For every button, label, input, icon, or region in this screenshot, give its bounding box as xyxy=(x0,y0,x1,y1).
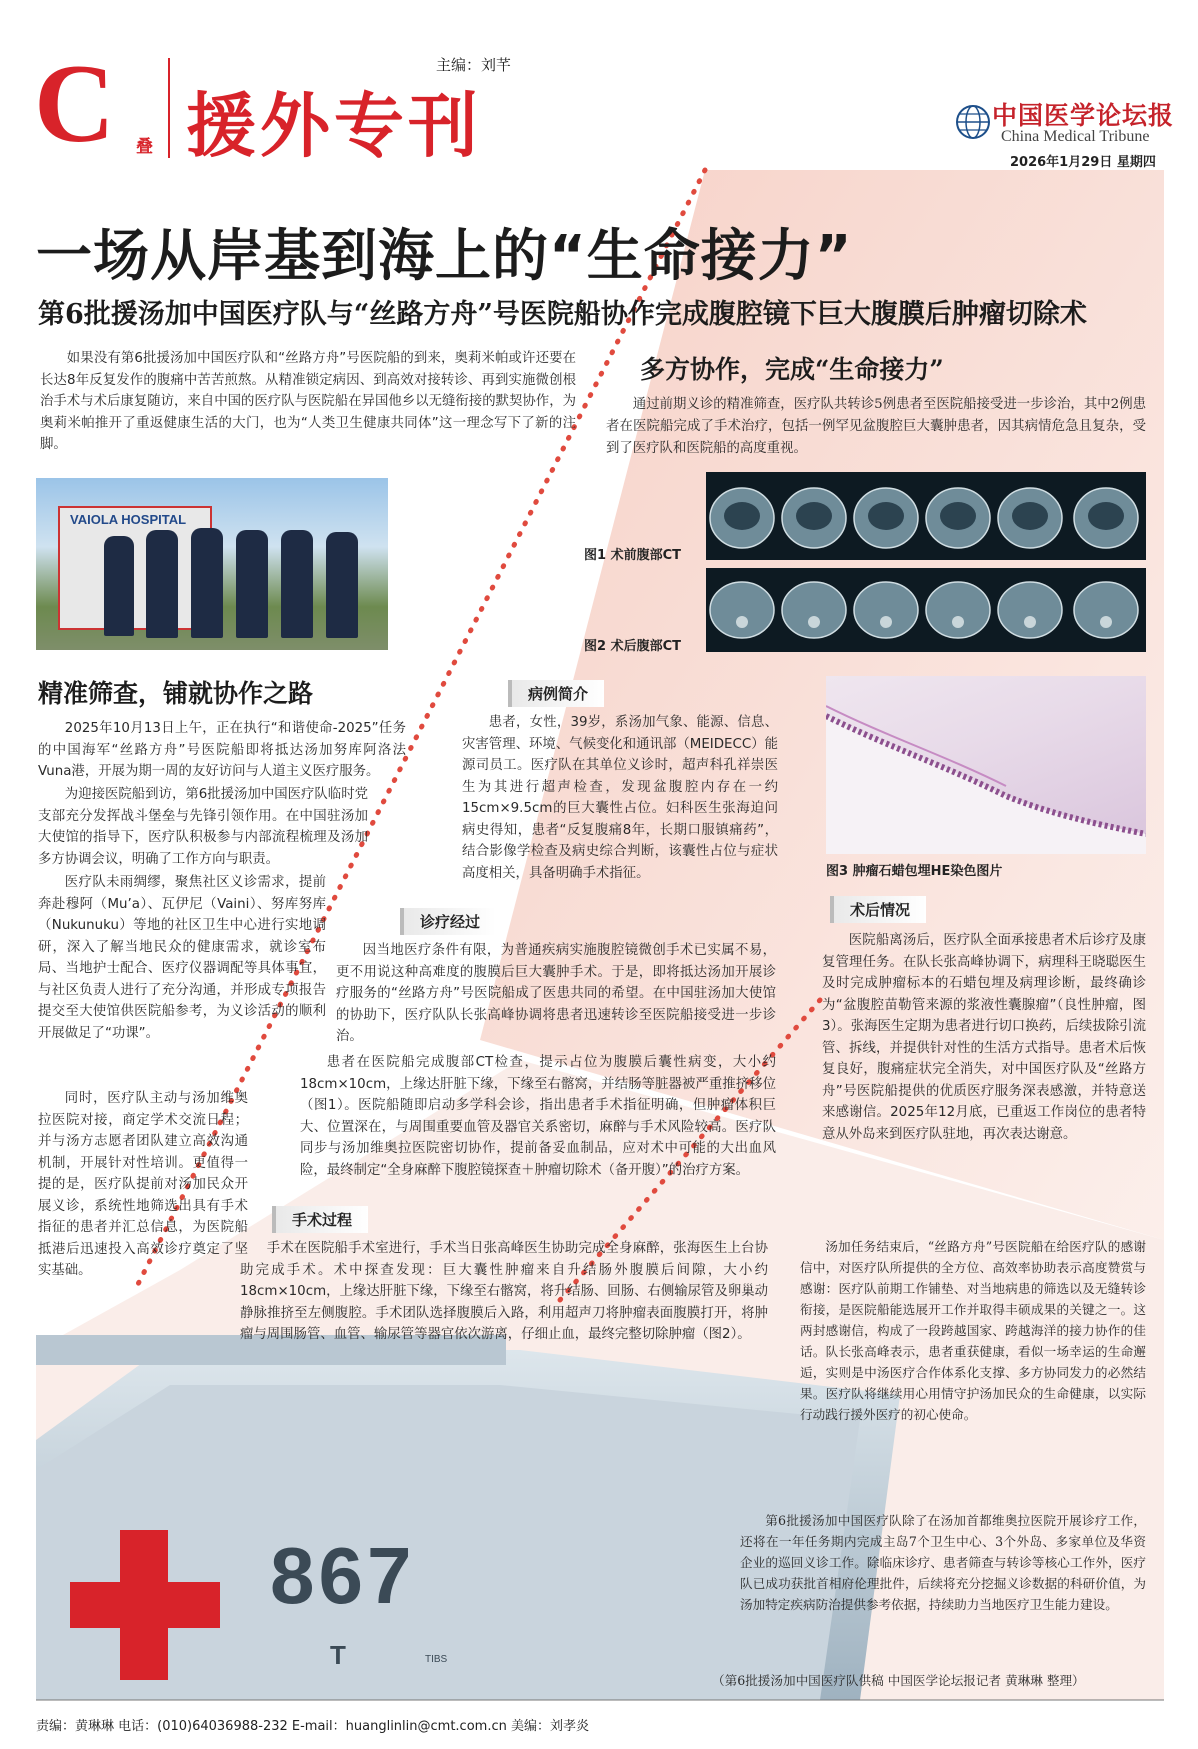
screening-paragraph-1: 2025年10月13日上午，正在执行“和谐使命-2025”任务的中国海军“丝路方舟”号医院船即将抵达汤加努库阿洛法Vuna港，开展为期一周的友好访问与人道主义医疗服务。 xyxy=(38,721,406,779)
ct-preop-image xyxy=(706,472,1146,560)
figure3-caption: 图3 肿瘤石蜡包埋HE染色图片 xyxy=(826,864,1003,879)
header-divider xyxy=(168,58,170,158)
closing-paragraph-1: 汤加任务结束后，“丝路方舟”号医院船在给医疗队的感谢信中，对医疗队所提供的全方位、高效率协助表示高度赞赏与感谢：医疗队前期工作铺垫、对当地病患的筛选以及无缝转诊衔接，是医院船能选展开工作并取得丰硕成果的关键之一。这两封感谢信，构成了一段跨越国家、跨越海洋的接力协作的佳话。队长张高峰表示，患者重获健康，看似一场幸运的生命邂逅，实则是中汤医疗合作体系化支撑、多方协同发力的必然结果。医疗队将继续用心用情守护汤加民众的生命健康，以实际行动践行援外医疗的初心使命。 xyxy=(800,1239,1146,1422)
issue-date: 2026年1月29日 星期四 xyxy=(1010,155,1156,170)
article-subtitle: 第6批援汤加中国医疗队与“丝路方舟”号医院船协作完成腹腔镜下巨大腹膜后肿瘤切除术 xyxy=(38,299,1087,330)
newspaper-name-en: China Medical Tribune xyxy=(1001,128,1150,145)
figure2-caption: 图2 术后腹部CT xyxy=(584,639,681,654)
person xyxy=(146,530,178,638)
person xyxy=(326,532,358,638)
postop-tag: 术后情况 xyxy=(830,896,926,923)
article-title: 一场从岸基到海上的“生命接力” xyxy=(36,224,853,289)
postop-paragraph: 医院船离汤后，医疗队全面承接患者术后诊疗及康复管理任务。在队长张高峰协调下，病理科王晓聪医生及时完成肿瘤标本的石蜡包埋及病理诊断，最终确诊为“盆腹腔苗勒管来源的浆液性囊腺瘤”（良性肿瘤，图3）。张海医生定期为患者进行切口换药，后续拔除引流管、拆线，并提供针对性的生活方式指导。患者术后恢复良好，腹痛症状完全消失，对中国医疗队及“丝路方舟”号医院船提供的优质医疗服务深表感激，并特意送来感谢信。2025年12月底，已重返工作岗位的患者特意从外岛来到医疗队驻地，再次表达谢意。 xyxy=(822,933,1146,1142)
chief-editor: 主编：刘芊 xyxy=(436,56,512,74)
footer-info: 责编：黄琳琳 电话：(010)64036988-232 E-mail：huanglinlin@cmt.com.cn 美编：刘孝炎 xyxy=(36,1719,589,1734)
credit-line: （第6批援汤加中国医疗队供稿 中国医学论坛报记者 黄琳琳 整理） xyxy=(712,1673,1085,1688)
section-letter: C xyxy=(34,42,115,166)
closing-paragraph-2: 第6批援汤加中国医疗队除了在汤加首都维奥拉医院开展诊疗工作，还将在一年任务期内完成主岛7个卫生中心、3个外岛、多家单位及华资企业的巡回义诊工作。除临床诊疗、患者筛查与转诊等核心工作外，医疗队已成功获批首相府伦理批件，后续将充分挖掘义诊数据的科研价值，为汤加特定疾病防治提供参考依据，持续助力当地医疗卫生能力建设。 xyxy=(740,1513,1146,1612)
he-stain-image xyxy=(826,676,1146,854)
diagnosis-paragraph-1: 因当地医疗条件有限，为普通疾病实施腹腔镜微创手术已实属不易，更不用说这种高难度的腹膜后巨大囊肿手术。于是，即将抵达汤加开展诊疗服务的“丝路方舟”号医院船成了医患共同的希望。在中国驻汤加大使馆的协助下，医疗队队长张高峰协调将患者迅速转诊至医院船接受进一步诊治。 xyxy=(336,943,776,1044)
surgery-paragraph: 手术在医院船手术室进行，手术当日张高峰医生协助完成全身麻醉，张海医生上台协助完成手术。术中探查发现：巨大囊性肿瘤来自升结肠外腹膜后间隙，大小约18cm×10cm，上缘达肝脏下缘，下缘至右髂窝，将升结肠、回肠、右侧输尿管及卵巢动静脉推挤至左侧腹腔。手术团队选择腹膜后入路，利用超声刀将肿瘤表面腹膜打开，将肿瘤与周围肠管、血管、输尿管等器官依次游离，仔细止血，最终完整切除肿瘤（图2）。 xyxy=(240,1241,768,1342)
screening-paragraph-2: 为迎接医院船到访，第6批援汤加中国医疗队临时党支部充分发挥战斗堡垒与先锋引领作用。在中国驻汤加大使馆的指导下，医疗队积极参与内部流程梳理及汤加多方协调会议，明确了工作方向与职责。 xyxy=(38,787,368,867)
case-paragraph: 患者，女性，39岁，系汤加气象、能源、信息、灾害管理、环境、气候变化和通讯部（MEIDECC）能源司员工。医疗队在其单位义诊时，超声科孔祥崇医生为其进行超声检查，发现盆腹腔内存在一约15cm×9.5cm的巨大囊性占位。妇科医生张海迫问病史得知，患者“反复腹痛8年，长期口服镇痛药”，结合影像学检查及病史综合判断，该囊性占位与症状高度相关，具备明确手术指征。 xyxy=(462,715,778,881)
screening-paragraph-3: 医疗队未雨绸缪，聚焦社区义诊需求，提前奔赴穆阿（Mu’a）、瓦伊尼（Vaini）、努库努库（Nukunuku）等地的社区卫生中心进行实地调研，深入了解当地民众的健康需求，就诊室布局、当地护士配合、医疗仪器调配等具体事宜，与社区负责人进行了充分沟通，并形成专项报告提交至大使馆供医院船参考，为义诊活动的顺利开展做足了“功课”。 xyxy=(38,875,326,1041)
section-title: 援外专刊 xyxy=(186,85,482,167)
newspaper-logo-icon xyxy=(955,104,991,140)
person xyxy=(236,530,268,638)
red-cross-icon xyxy=(60,1520,230,1690)
section-die: 叠 xyxy=(136,137,153,157)
ship-mark: T xyxy=(330,1640,346,1670)
ship-mark-2: TIBS xyxy=(425,1654,448,1665)
diagnosis-paragraph-2: 患者在医院船完成腹部CT检查，提示占位为腹膜后囊性病变，大小约18cm×10cm，上缘达肝脏下缘，下缘至右髂窝，并结肠等脏器被严重推挤移位（图1）。医院船随即启动多学科会诊，指出患者手术指征明确，但肿瘤体积巨大、位置深在，与周围重要血管及器官关系密切，麻醉与手术风险较高。医疗队同步与汤加维奥拉医院密切协作，提前备妥血制品，应对术中可能的大出血风险，最终制定“全身麻醉下腹腔镜探查＋肿瘤切除术（备开腹）”的治疗方案。 xyxy=(300,1055,776,1178)
surgery-tag: 手术过程 xyxy=(272,1206,368,1233)
team-photo xyxy=(36,478,388,650)
person xyxy=(191,528,223,638)
diagnosis-tag: 诊疗经过 xyxy=(400,908,496,935)
ship-number: 867 xyxy=(270,1531,416,1620)
section-heading-screening: 精准筛查，铺就协作之路 xyxy=(38,679,314,708)
person xyxy=(281,530,313,638)
section-heading-collaboration: 多方协作，完成“生命接力” xyxy=(640,355,944,384)
collaboration-paragraph: 通过前期义诊的精准筛查，医疗队共转诊5例患者至医院船接受进一步诊治，其中2例患者在医院船完成了手术治疗，包括一例罕见盆腹腔巨大囊肿患者，因其病情危急且复杂，受到了医疗队和医院船的高度重视。 xyxy=(606,397,1146,456)
newspaper-name: 中国医学论坛报 xyxy=(992,101,1175,130)
case-tag: 病例简介 xyxy=(508,680,604,707)
screening-paragraph-4: 同时，医疗队主动与汤加维奥拉医院对接，商定学术交流日程；并与汤方志愿者团队建立高效沟通机制，开展针对性培训。更值得一提的是，医疗队提前对汤加民众开展义诊，系统性地筛选出具有手术指征的患者并汇总信息，为医院船抵港后迅速投入高效诊疗奠定了坚实基础。 xyxy=(38,1091,248,1278)
figure1-caption: 图1 术前腹部CT xyxy=(584,548,681,563)
ct-postop-image xyxy=(706,568,1146,652)
person xyxy=(104,536,134,636)
intro-paragraph: 如果没有第6批援汤加中国医疗队和“丝路方舟”号医院船的到来，奥莉米帕或许还要在长达8年反复发作的腹痛中苦苦煎熬。从精准锁定病因、到高效对接转诊、再到实施微创根治手术与术后康复随访，来自中国的医疗队与医院船在异国他乡以无缝衔接的默契协作，为奥莉米帕推开了重返健康生活的大门，也为“人类卫生健康共同体”这一理念写下了新的注脚。 xyxy=(40,351,576,452)
hospital-sign-text: VAIOLA HOSPITAL xyxy=(70,512,187,527)
